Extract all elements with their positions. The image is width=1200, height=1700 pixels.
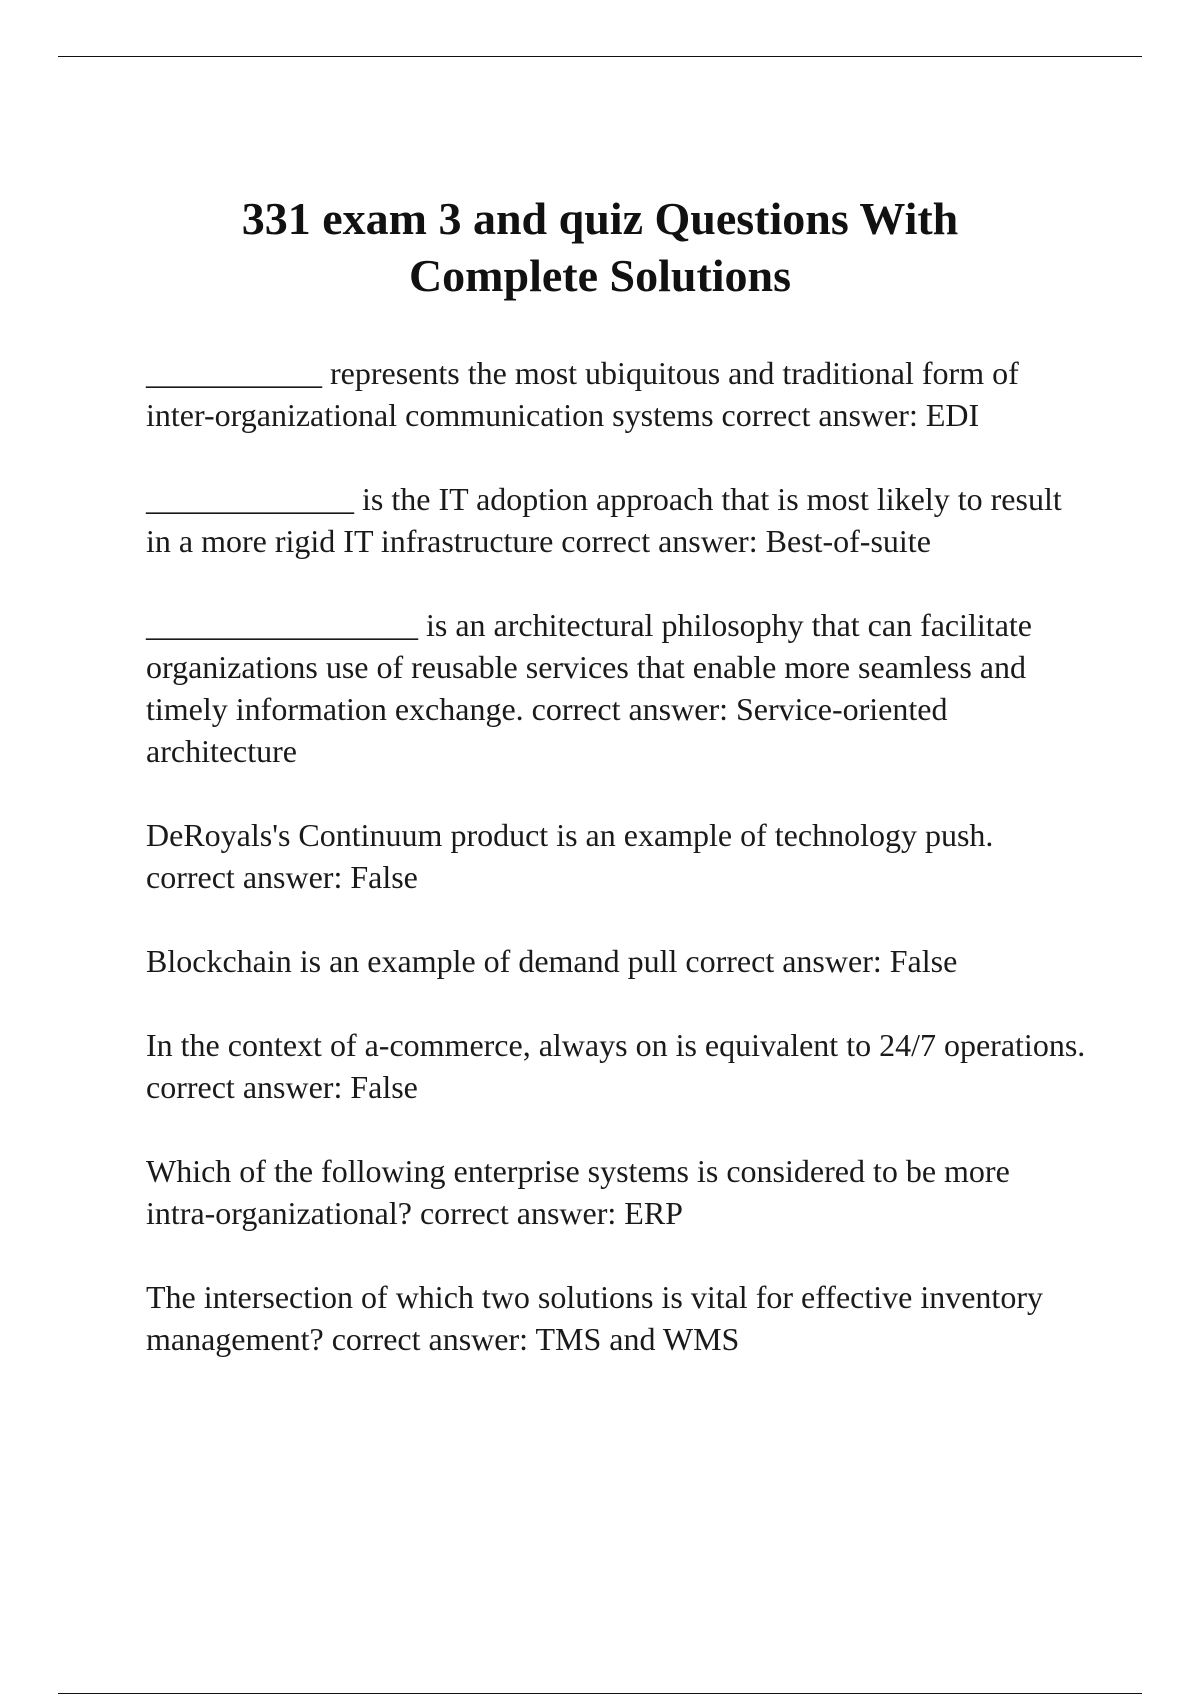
qa-item-4: DeRoyals's Continuum product is an example of technology push. correct answer: False (146, 817, 994, 895)
qa-item-1: ___________ represents the most ubiquitous and traditional form of inter-organizational communication systems correct answer: EDI (146, 355, 1019, 433)
qa-item-3: _________________ is an architectural philosophy that can facilitate organizations use of reusable services that enable more seamless and timely information exchange. correct answer: Service-oriented architecture (146, 607, 1032, 769)
qa-item-2: _____________ is the IT adoption approach that is most likely to result in a more rigid IT infrastructure correct answer: Best-of-suite (146, 481, 1062, 559)
qa-item-7: Which of the following enterprise systems is considered to be more intra-organizational? correct answer: ERP (146, 1153, 1010, 1231)
qa-item-6: In the context of a-commerce, always on is equivalent to 24/7 operations. correct answer: False (146, 1027, 1086, 1105)
title-line-1: 331 exam 3 and quiz Questions With (241, 193, 959, 244)
top-rule (58, 56, 1142, 57)
question-answer-list (146, 352, 1086, 1402)
document-title (100, 190, 1100, 304)
bottom-rule (58, 1693, 1142, 1694)
qa-item-5: Blockchain is an example of demand pull correct answer: False (146, 943, 958, 979)
title-line-2: Complete Solutions (408, 250, 792, 301)
qa-item-8: The intersection of which two solutions is vital for effective inventory management? correct answer: TMS and WMS (146, 1279, 1043, 1357)
